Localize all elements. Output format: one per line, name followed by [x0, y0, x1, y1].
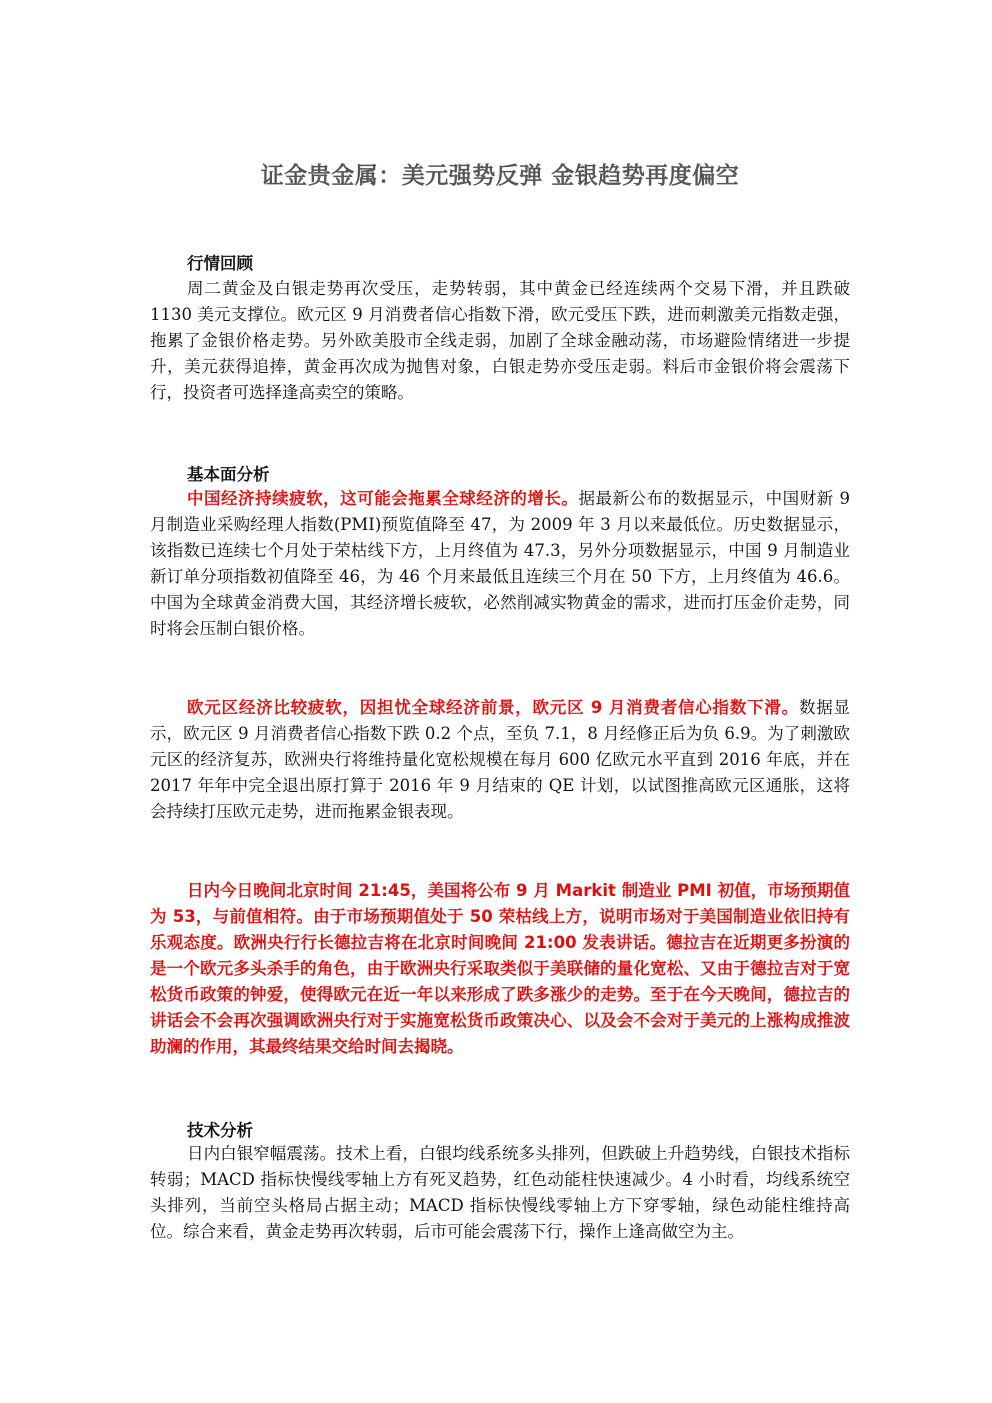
body-text: 据最新公布的数据显示，中国财新 9 月制造业采购经理人指数(PMI)预览值降至 47，为 2009 年 3 月以来最低位。历史数据显示，该指数已连续七个月处于荣枯线下方，上月终值为 47.3，另外分项数据显示，中国 9 月制造业新订单分项指数初值降至 46，为 46 个月来最低且连续三个月在 50 下方，上月终值为 46.6。中国为全球黄金消费大国，其经济增长疲软，必然削减实物黄金的需求，进而打压金价走势，同时将会压制白银价格。: [150, 489, 851, 638]
fundamental-paragraph-1: [150, 486, 850, 642]
fundamental-paragraph-3: 日内今日晚间北京时间 21:45，美国将公布 9 月 Markit 制造业 PMI 初值，市场预期值为 53，与前值相符。由于市场预期值处于 50 荣枯线上方，说明市场对于美国制造业依旧持有乐观态度。欧洲央行行长德拉吉将在北京时间晚间 21:00 发表讲话。德拉吉在近期更多扮演的是一个欧元多头杀手的角色，由于欧洲央行采取类似于美联储的量化宽松、又由于德拉吉对于宽松货币政策的钟爱，使得欧元在近一年以来形成了跌多涨少的走势。至于在今天晚间，德拉吉的讲话会不会再次强调欧洲央行对于实施宽松货币政策决心、以及会不会对于美元的上涨构成推波助澜的作用，其最终结果交给时间去揭晓。: [150, 881, 850, 1056]
section-heading-technical: 技术分析: [187, 1121, 253, 1140]
body-text: 数据显示，欧元区 9 月消费者信心指数下跌 0.2 个点，至负 7.1，8 月经修正后为负 6.9。为了刺激欧元区的经济复苏，欧洲央行将维持量化宽松规模在每月 600 亿欧元水平直到 2016 年底，并在 2017 年年中完全退出原打算于 2016 年 9 月结束的 QE 计划，以试图推高欧元区通胀，这将会持续打压欧元走势，进而拖累金银表现。: [150, 698, 850, 821]
page-title: 证金贵金属：美元强势反弹 金银趋势再度偏空: [260, 163, 740, 189]
fundamental-paragraph-2: [150, 695, 850, 825]
technical-paragraph: 日内白银窄幅震荡。技术上看，白银均线系统多头排列，但跌破上升趋势线，白银技术指标转弱；MACD 指标快慢线零轴上方有死叉趋势，红色动能柱快速减少。4 小时看，均线系统空头排列，当前空头格局占据主动；MACD 指标快慢线零轴上方下穿零轴，绿色动能柱维持高位。综合来看，黄金走势再次转弱，后市可能会震荡下行，操作上逢高做空为主。: [150, 1144, 850, 1241]
section-heading-review: 行情回顾: [187, 254, 253, 273]
section-heading-fundamental: 基本面分析: [187, 465, 270, 484]
review-paragraph: 周二黄金及白银走势再次受压，走势转弱，其中黄金已经连续两个交易下滑，并且跌破 1130 美元支撑位。欧元区 9 月消费者信心指数下滑，欧元受压下跌，进而刺激美元指数走强，拖累了金银价格走势。另外欧美股市全线走弱，加剧了全球金融动荡，市场避险情绪进一步提升，美元获得追捧，黄金再次成为抛售对象，白银走势亦受压走弱。料后市金银价将会震荡下行，投资者可选择逢高卖空的策略。: [150, 279, 850, 402]
highlight-text: 欧元区经济比较疲软，因担忧全球经济前景，欧元区 9 月消费者信心指数下滑。: [187, 698, 799, 717]
highlight-text: 中国经济持续疲软，这可能会拖累全球经济的增长。: [187, 489, 579, 508]
